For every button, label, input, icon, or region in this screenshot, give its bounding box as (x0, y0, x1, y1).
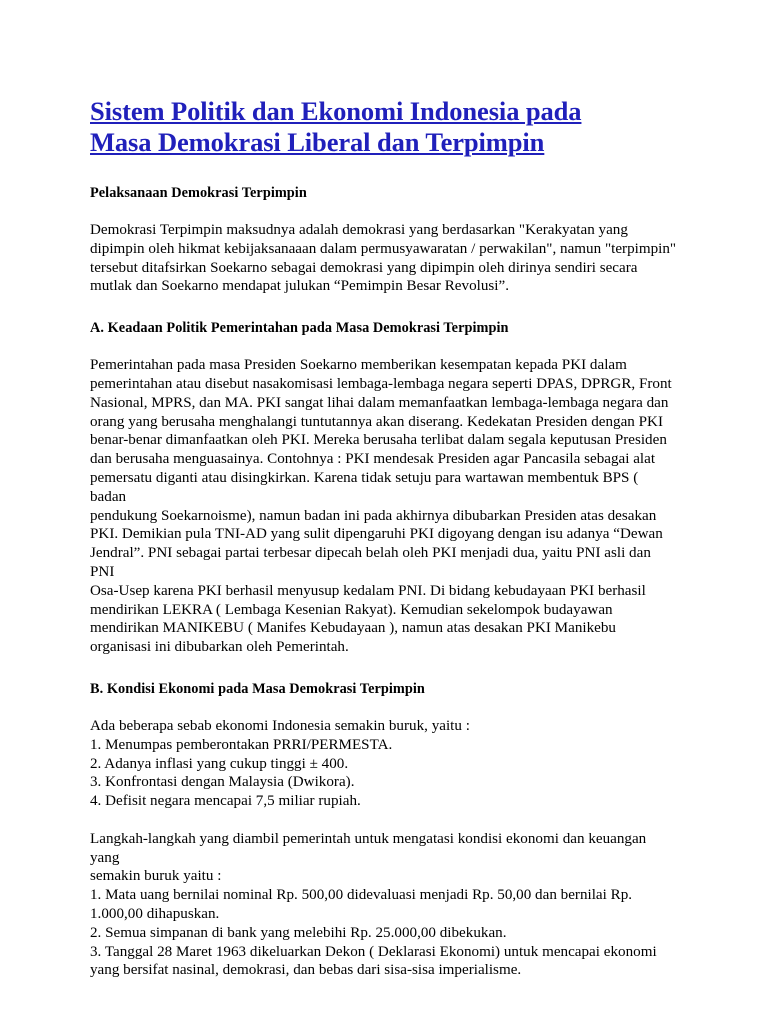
text-line: Ada beberapa sebab ekonomi Indonesia semakin buruk, yaitu : (90, 717, 470, 734)
paragraph-section-b-causes (90, 717, 678, 811)
spacer (90, 296, 678, 319)
text-line: tersebut ditafsirkan Soekarno sebagai demokrasi yang dipimpin oleh dirinya sendiri secara (90, 259, 638, 276)
list-item: 2. Adanya inflasi yang cukup tinggi ± 400. (90, 755, 349, 772)
text-line: mendirikan LEKRA ( Lembaga Kesenian Rakyat). Kemudian sekelompok budayawan (90, 601, 613, 618)
text-line: mutlak dan Soekarno mendapat julukan “Pemimpin Besar Revolusi”. (90, 278, 509, 295)
list-item: 4. Defisit negara mencapai 7,5 miliar rupiah. (90, 793, 361, 810)
text-line: benar-benar dimanfaatkan oleh PKI. Mereka berusaha terlibat dalam segala keputusan Presiden (90, 432, 667, 449)
text-line: organisasi ini dibubarkan oleh Pemerintah. (90, 639, 349, 656)
text-line: dipimpin oleh hikmat kebijaksanaaan dalam permusyawaratan / perwakilan", namun "terpimpin" (90, 240, 677, 257)
paragraph-section-b-measures (90, 830, 678, 980)
spacer (90, 158, 678, 184)
text-line: pemerintahan atau disebut nasakomisasi lembaga-lembaga negara seperti DPAS, DPRGR, Front (90, 375, 672, 392)
text-line: Demokrasi Terpimpin maksudnya adalah demokrasi yang berdasarkan "Kerakyatan yang (90, 222, 628, 238)
spacer (90, 811, 678, 830)
heading-section-a: A. Keadaan Politik Pemerintahan pada Masa Demokrasi Terpimpin (90, 320, 509, 337)
text-line: Nasional, MPRS, dan MA. PKI sangat lihai dalam memanfaatkan lembaga-lembaga negara dan (90, 394, 669, 411)
page-title-line-1: Sistem Politik dan Ekonomi Indonesia pada (90, 96, 582, 126)
spacer (90, 657, 678, 680)
text-line: Jendral”. PNI sebagai partai terbesar dipecah belah oleh PKI menjadi dua, yaitu PNI asli dan PNI (90, 545, 655, 580)
heading-section-b: B. Kondisi Ekonomi pada Masa Demokrasi Terpimpin (90, 680, 425, 697)
text-line: Pemerintahan pada masa Presiden Soekarno memberikan kesempatan kepada PKI dalam (90, 357, 627, 374)
paragraph-intro (90, 221, 678, 296)
text-line: PKI. Demikian pula TNI-AD yang sulit dipengaruhi PKI digoyang dengan isu adanya “Dewan (90, 526, 663, 543)
spacer (90, 202, 678, 221)
text-line: pemersatu diganti atau disingkirkan. Karena tidak setuju para wartawan membentuk BPS ( badan (90, 469, 643, 505)
list-item: 2. Semua simpanan di bank yang melebihi Rp. 25.000,00 dibekukan. (90, 924, 507, 941)
list-item: 1. Mata uang bernilai nominal Rp. 500,00 didevaluasi menjadi Rp. 50,00 dan bernilai Rp. (90, 887, 633, 904)
list-item: 1. Menumpas pemberontakan PRRI/PERMESTA. (90, 736, 393, 753)
list-item: 3. Tanggal 28 Maret 1963 dikeluarkan Dekon ( Deklarasi Ekonomi) untuk mencapai ekonomi (90, 943, 657, 960)
text-line: mendirikan MANIKEBU ( Manifes Kebudayaan ), namun atas desakan PKI Manikebu (90, 620, 616, 637)
list-item-continuation: 1.000,00 dihapuskan. (90, 905, 220, 922)
list-item-continuation: yang bersifat nasinal, demokrasi, dan bebas dari sisa-sisa imperialisme. (90, 962, 522, 979)
text-line: Osa-Usep karena PKI berhasil menyusup kedalam PNI. Di bidang kebudayaan PKI berhasil (90, 582, 646, 599)
page-title-line-2: Masa Demokrasi Liberal dan Terpimpin (90, 127, 545, 157)
page-title (90, 96, 670, 158)
text-line: Langkah-langkah yang diambil pemerintah untuk mengatasi kondisi ekonomi dan keuangan yang (90, 830, 651, 866)
spacer (90, 337, 678, 356)
text-line: semakin buruk yaitu : (90, 868, 222, 885)
spacer (90, 698, 678, 717)
list-item: 3. Konfrontasi dengan Malaysia (Dwikora). (90, 774, 355, 791)
text-line: dan berusaha menguasainya. Contohnya : PKI mendesak Presiden agar Pancasila sebagai alat (90, 451, 656, 468)
text-line: orang yang berusaha menghalangi tuntutannya akan diserang. Kedekatan Presiden dengan PKI (90, 413, 663, 430)
heading-pelaksanaan-demokrasi-terpimpin: Pelaksanaan Demokrasi Terpimpin (90, 185, 307, 201)
text-line: pendukung Soekarnoisme), namun badan ini pada akhirnya dibubarkan Presiden atas desakan (90, 507, 657, 524)
paragraph-section-a (90, 356, 678, 657)
